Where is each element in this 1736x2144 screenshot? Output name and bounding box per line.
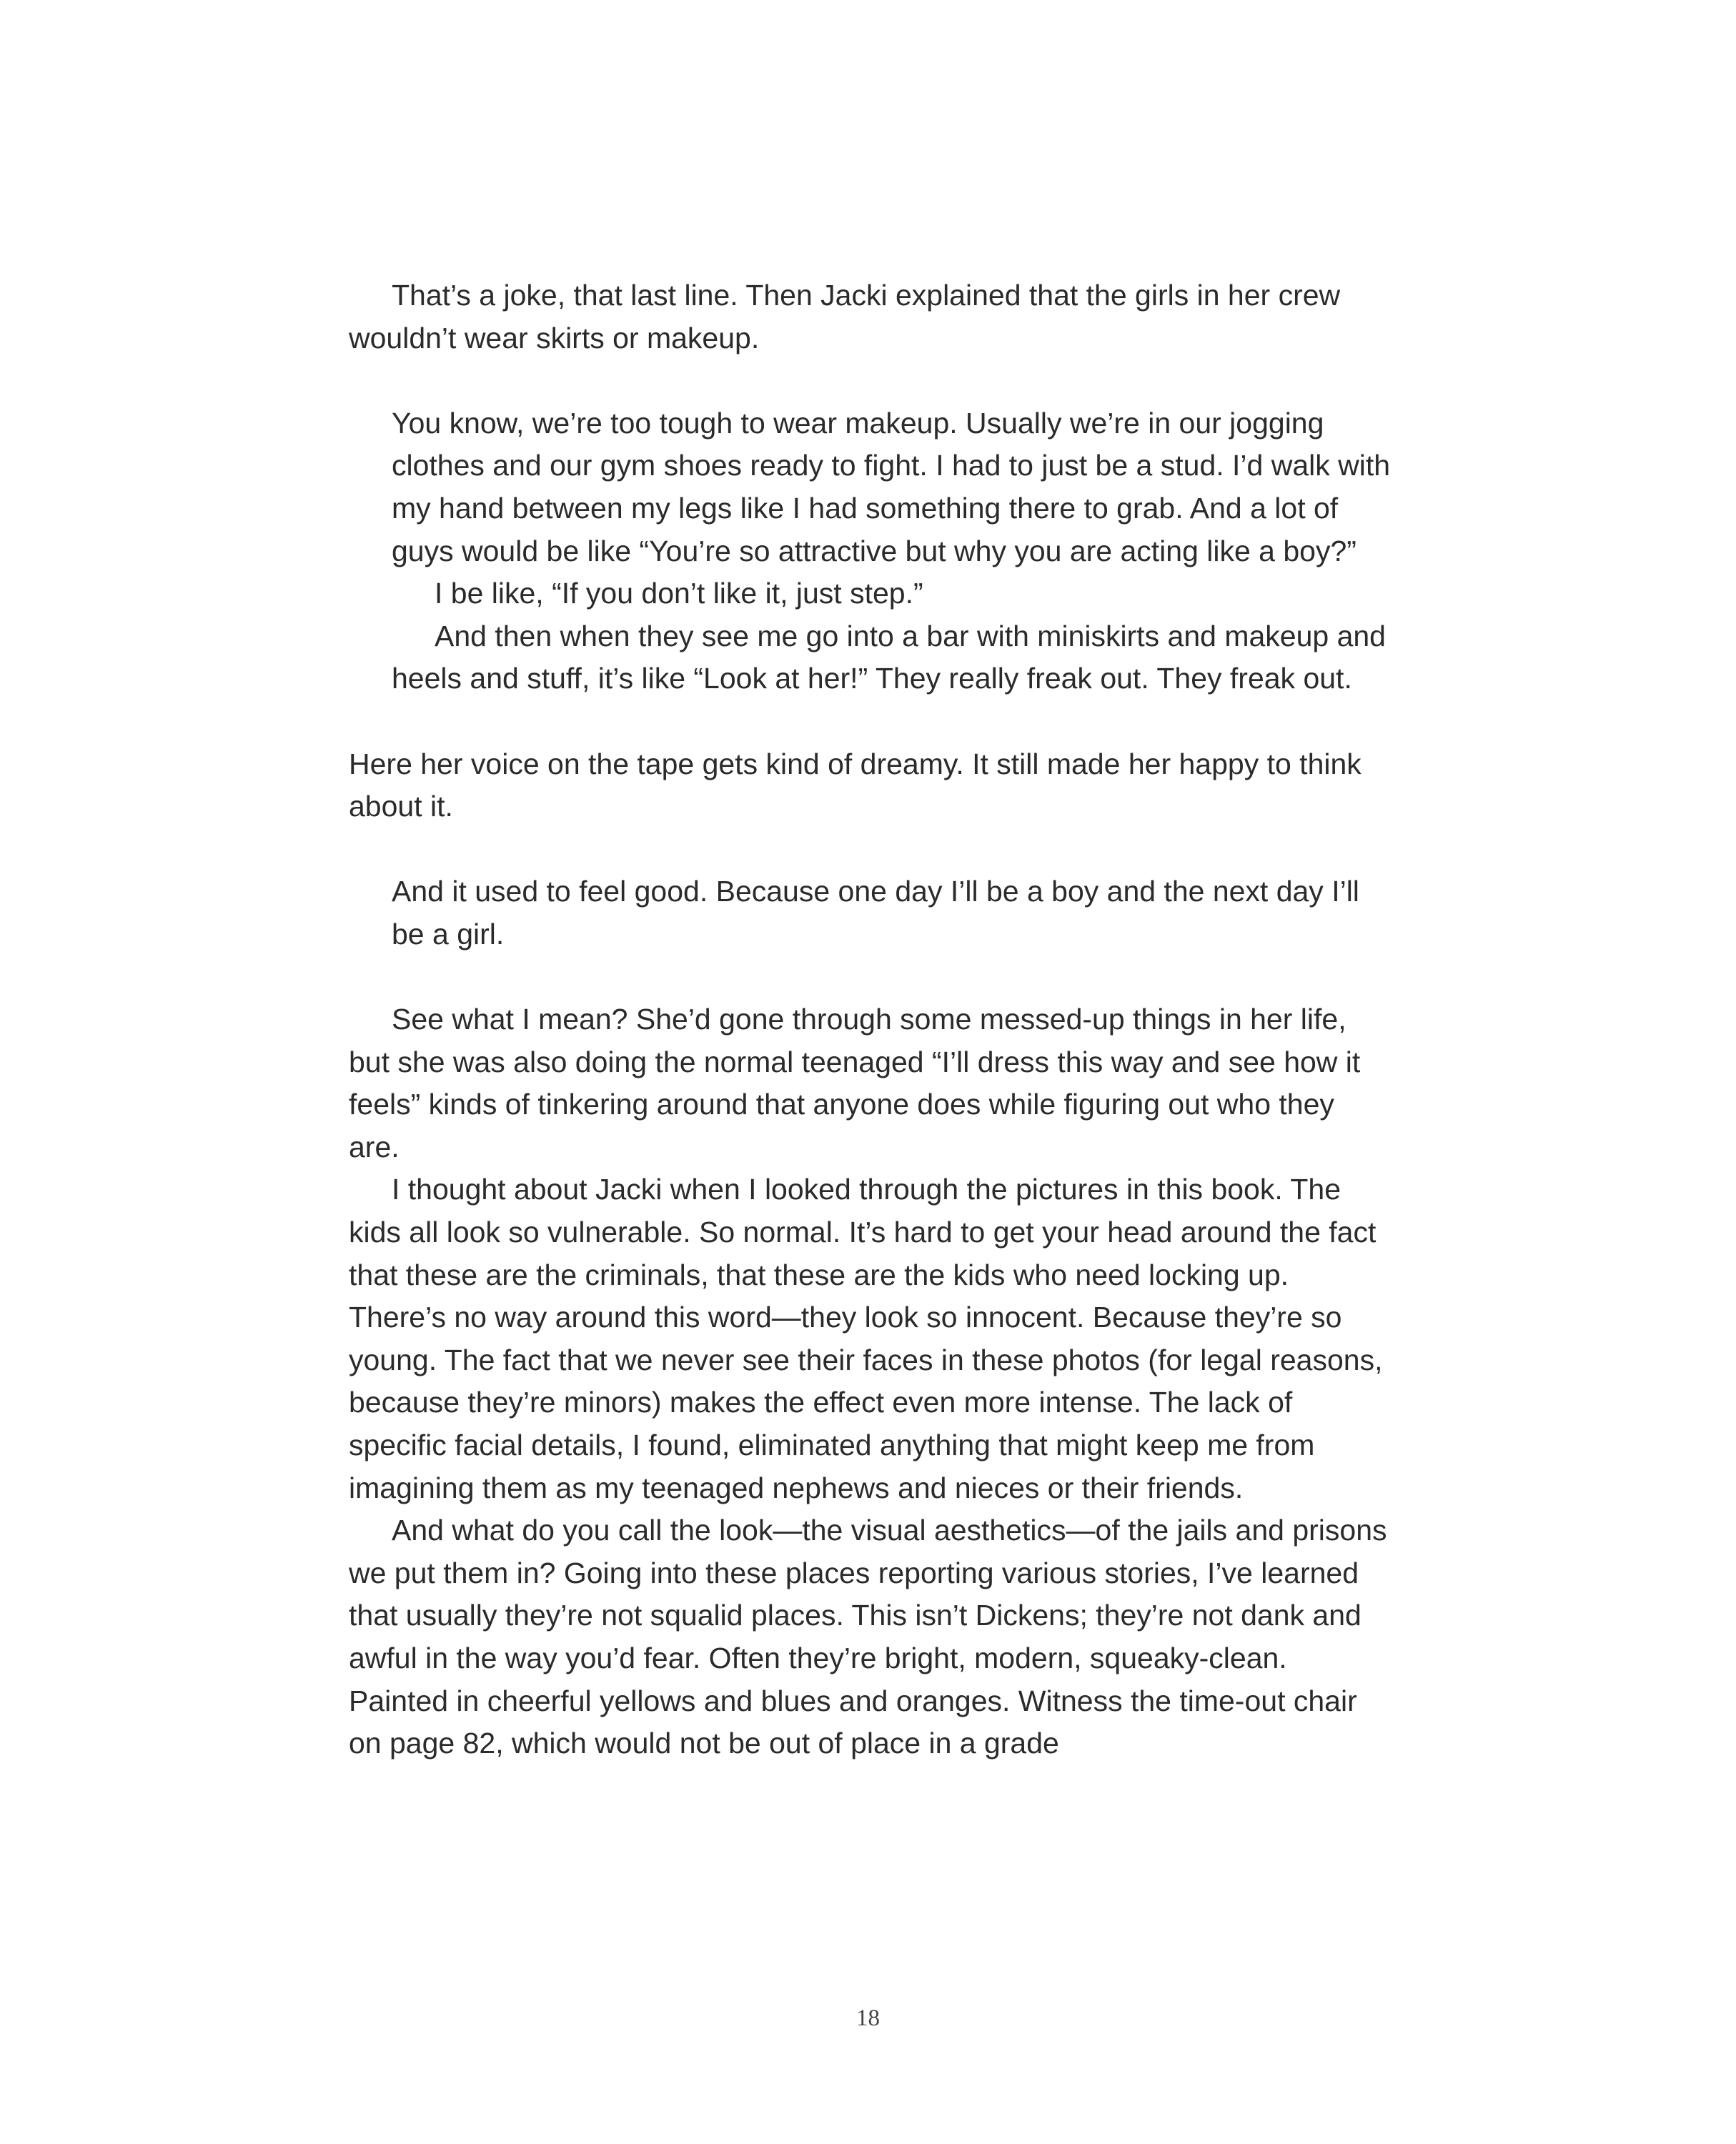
page-number: 18: [856, 2005, 880, 2031]
paragraph-between: Here her voice on the tape gets kind of dreamy. It still made her happy to think about it.: [349, 747, 1361, 823]
paragraph-thought-about-jacki: I thought about Jacki when I looked through the pictures in this book. The kids all look so vulnerable. So normal. It’s hard to get your head around the fact that these are the criminals, that these are the kids who need locking up. There’s no way around this word—they look so innocent. Because they’re so young. The fact that we never see their faces in these photos (for legal reasons, because they’re minors) makes the effect even more intense. The lack of specific facial details, I found, eliminated anything that might keep me from imagining them as my teenaged nephews and nieces or their friends.: [349, 1173, 1383, 1504]
quote-paragraph: And then when they see me go into a bar with miniskirts and makeup and heels and stuff, it’s like “Look at her!” They really freak out. They freak out.: [392, 619, 1386, 695]
paragraph-visual-aesthetics: And what do you call the look—the visual aesthetics—of the jails and prisons we put them in? Going into these places reporting various stories, I’ve learned that usually they’re not squalid places. This isn’t Dickens; they’re not dank and awful in the way you’d fear. Often they’re bright, modern, squeaky-clean. Painted in cheerful yellows and blues and oranges. Witness the time-out chair on page 82, which would not be out of place in a grade: [349, 1514, 1387, 1760]
paragraph-intro: That’s a joke, that last line. Then Jacki explained that the girls in her crew wouldn’t wear skirts or makeup.: [349, 279, 1341, 354]
quote-paragraph: And it used to feel good. Because one day I’ll be a boy and the next day I’ll be a girl.: [392, 875, 1359, 951]
block-quote-jacki-2: [349, 870, 1392, 956]
body-text: [349, 274, 1392, 1765]
quote-paragraph: You know, we’re too tough to wear makeup. Usually we’re in our jogging clothes and our gym shoes ready to fight. I had to just be a stud. I’d walk with my hand between my legs like I had something there to grab. And a lot of guys would be like “You’re so attractive but why you are acting like a boy?”: [392, 406, 1391, 567]
block-quote-jacki-1: [349, 402, 1392, 700]
paragraph-see-what-i-mean: See what I mean? She’d gone through some messed-up things in her life, but she was also doing the normal teenaged “I’ll dress this way and see how it feels” kinds of tinkering around that anyone does while figuring out who they are.: [349, 1003, 1361, 1163]
quote-paragraph: I be like, “If you don’t like it, just step.”: [435, 577, 923, 610]
